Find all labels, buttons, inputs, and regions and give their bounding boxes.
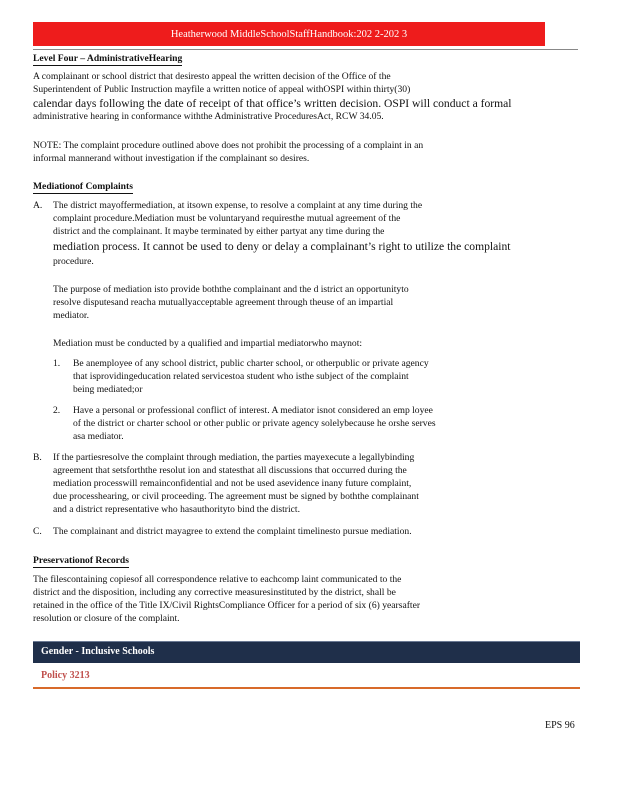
mediation-c-text: The complainant and district mayagree to extend the complaint timelinesto pursue mediation. [53,526,412,537]
mediation-a-label: A. [33,200,43,211]
preservation-line-4: resolution or closure of the complaint. [33,613,180,624]
item2-line-3: asa mediator. [73,431,124,442]
mediation-conducted: Mediation must be conducted by a qualified and impartial mediatorwho maynot: [53,338,363,349]
purpose-line-1: The purpose of mediation isto provide boththe complainant and the d istrict an opportunityto [53,284,409,295]
policy-rule [33,687,580,689]
mediation-b-line-4: due processhearing, or civil proceeding. The agreement must be signed by boththe complainant [53,491,419,502]
item2-label: 2. [53,405,61,416]
mediation-a-line-5: procedure. [53,256,94,267]
level4-line-4: administrative hearing in conformance withthe Administrative ProceduresAct, RCW 34.05. [33,111,384,122]
purpose-line-2: resolve disputesand reacha mutuallyacceptable agreement through theuse of an impartial [53,297,394,308]
item2-line-1: Have a personal or professional conflict of interest. A mediator isnot considered an emp loyee [73,405,433,416]
mediation-a-line-2: complaint procedure.Mediation must be voluntaryand requiresthe mutual agreement of the [53,213,401,224]
level-four-heading: Level Four – AdministrativeHearing [33,53,183,64]
level4-line-2: Superintendent of Public Instruction mayfile a written notice of appeal withOSPI within thirty(30) [33,84,411,95]
note-line-2: informal mannerand without investigation if the complainant so desires. [33,153,310,164]
item1-line-2: that isprovidingeducation related servicestoa student who isthe subject of the complaint [73,371,409,382]
level4-line-3: calendar days following the date of receipt of that office’s written decision. OSPI will conduct a formal [33,97,512,110]
note-line-1: NOTE: The complaint procedure outlined above does not prohibit the processing of a complaint in an [33,140,424,151]
header-banner [33,22,545,46]
mediation-b-line-2: agreement that setsforththe resolut ion and statesthat all discussions that occurred during the [53,465,407,476]
preservation-line-3: retained in the office of the Title IX/Civil RightsCompliance Officer for a period of six (6) yearsafter [33,600,421,611]
mediation-heading: Mediationof Complaints [33,181,133,192]
policy-label: Policy 3213 [41,670,90,681]
mediation-a-line-1: The district mayoffermediation, at itsown expense, to resolve a complaint at any time during the [53,200,423,211]
mediation-c-label: C. [33,526,42,537]
level4-line-1: A complainant or school district that desiresto appeal the written decision of the Office of the [33,71,391,82]
section-band [33,641,580,663]
preservation-heading: Preservationof Records [33,555,129,566]
item2-line-2: of the district or charter school or other public or private agency solelybecause he orshe serves [73,418,436,429]
mediation-b-label: B. [33,452,42,463]
purpose-line-3: mediator. [53,310,89,321]
preservation-line-2: district and the disposition, including any corrective measuresinstituted by the district, shall be [33,587,396,598]
header-rule [33,49,578,50]
mediation-b-line-1: If the partiesresolve the complaint through mediation, the parties mayexecute a legallybinding [53,452,415,463]
page-footer: EPS 96 [545,720,575,731]
section-band-title: Gender - Inclusive Schools [41,646,155,657]
item1-label: 1. [53,358,61,369]
mediation-a-line-4: mediation process. It cannot be used to deny or delay a complainant’s right to utilize the complaint [53,240,511,253]
header-text: Heatherwood MiddleSchoolStaffHandbook:202 2-202 3 [170,28,408,40]
item1-line-3: being mediated;or [73,384,143,395]
item1-line-1: Be anemployee of any school district, public charter school, or otherpublic or private agency [73,358,429,369]
mediation-b-line-5: and a district representative who hasauthorityto bind the district. [53,504,300,515]
preservation-line-1: The filescontaining copiesof all correspondence relative to eachcomp laint communicated to the [33,574,402,585]
mediation-a-line-3: district and the complainant. It maybe terminated by either partyat any time during the [53,226,385,237]
mediation-b-line-3: mediation processwill remainconfidential and not be used asevidence inany future complaint, [53,478,412,489]
